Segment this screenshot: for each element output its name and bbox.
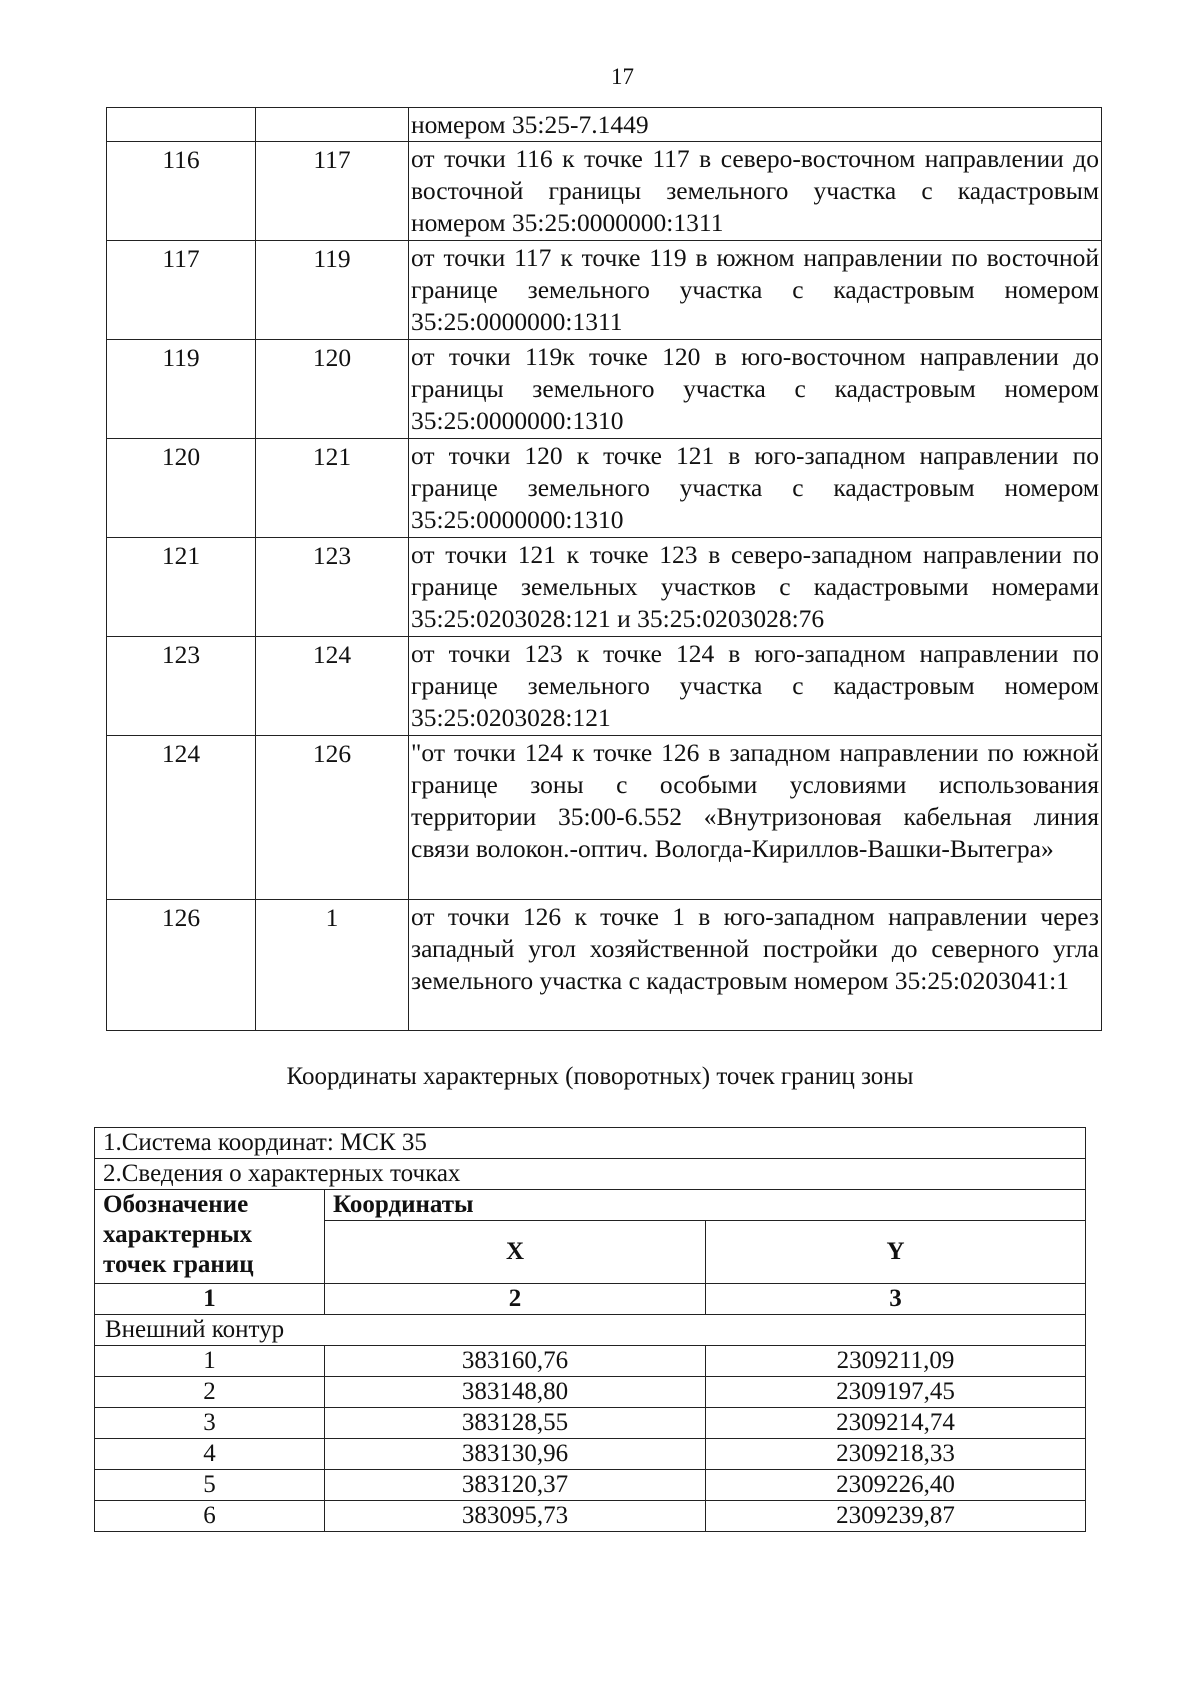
from-point-cell: 116: [107, 142, 256, 241]
x-value: 383095,73: [325, 1501, 706, 1532]
point-id: 3: [95, 1408, 325, 1439]
from-point-cell: 120: [107, 439, 256, 538]
points-info-row: [95, 1159, 1086, 1190]
to-point-cell: 123: [256, 538, 409, 637]
segment-description: от точки 120 к точке 121 в юго-западном направлении по границе земельного участка с кадастровым номером 35:25:0000000:1310: [409, 439, 1102, 538]
to-point-cell: 117: [256, 142, 409, 241]
to-point-cell: 120: [256, 340, 409, 439]
y-value: 2309211,09: [706, 1346, 1086, 1377]
x-value: 383120,37: [325, 1470, 706, 1501]
table-row: [95, 1377, 1086, 1408]
from-point-cell: 123: [107, 637, 256, 736]
to-point-cell: 1: [256, 900, 409, 1031]
to-point-cell: [256, 108, 409, 142]
point-id: 2: [95, 1377, 325, 1408]
x-header: X: [325, 1221, 706, 1284]
table-row: [107, 340, 1102, 439]
table-row: [107, 637, 1102, 736]
y-value: 2309214,74: [706, 1408, 1086, 1439]
table-row: [95, 1501, 1086, 1532]
points-info: 2.Сведения о характерных точках: [95, 1159, 1086, 1190]
y-header: Y: [706, 1221, 1086, 1284]
column-number: 1: [95, 1284, 325, 1315]
segment-description: от точки 126 к точке 1 в юго-западном направлении через западный угол хозяйственной постройки до северного угла земельного участка с кадастровым номером 35:25:0203041:1: [409, 900, 1102, 1031]
to-point-cell: 124: [256, 637, 409, 736]
y-value: 2309197,45: [706, 1377, 1086, 1408]
y-value: 2309218,33: [706, 1439, 1086, 1470]
to-point-cell: 126: [256, 736, 409, 900]
segment-description: от точки 123 к точке 124 в юго-западном направлении по границе земельного участка с кадастровым номером 35:25:0203028:121: [409, 637, 1102, 736]
x-value: 383130,96: [325, 1439, 706, 1470]
table-row: [95, 1408, 1086, 1439]
from-point-cell: 119: [107, 340, 256, 439]
segment-description: от точки 119к точке 120 в юго-восточном направлении до границы земельного участка с кадастровым номером 35:25:0000000:1310: [409, 340, 1102, 439]
table-row: [95, 1470, 1086, 1501]
from-point-cell: 126: [107, 900, 256, 1031]
table-row: [107, 736, 1102, 900]
segment-description: от точки 121 к точке 123 в северо-западном направлении по границе земельных участков с кадастровыми номерами 35:25:0203028:121 и 35:25:0203028:76: [409, 538, 1102, 637]
coordinate-system: 1.Система координат: МСК 35: [95, 1128, 1086, 1159]
column-number-row: [95, 1284, 1086, 1315]
table-row: [95, 1346, 1086, 1377]
x-value: 383128,55: [325, 1408, 706, 1439]
x-value: 383160,76: [325, 1346, 706, 1377]
segment-description: номером 35:25-7.1449: [409, 108, 1102, 142]
page-number: 17: [611, 64, 634, 89]
contour-row: [95, 1315, 1086, 1346]
point-id: 1: [95, 1346, 325, 1377]
from-point-cell: 121: [107, 538, 256, 637]
table-row: [107, 108, 1102, 142]
table-row: [107, 900, 1102, 1031]
table-row: [107, 241, 1102, 340]
system-row: [95, 1128, 1086, 1159]
from-point-cell: 124: [107, 736, 256, 900]
segment-description: от точки 117 к точке 119 в южном направлении по восточной границе земельного участка с кадастровым номером 35:25:0000000:1311: [409, 241, 1102, 340]
table-row: [107, 439, 1102, 538]
table-row: [95, 1439, 1086, 1470]
x-value: 383148,80: [325, 1377, 706, 1408]
coordinates-header: Координаты: [325, 1190, 1086, 1221]
header-row: [95, 1190, 1086, 1221]
designation-header: Обозначение характерных точек границ: [95, 1190, 325, 1284]
from-point-cell: 117: [107, 241, 256, 340]
table-row: [107, 538, 1102, 637]
boundary-description-table: [106, 107, 1102, 1031]
segment-description: "от точки 124 к точке 126 в западном направлении по южной границе зоны с особыми условиями использования территории 35:00-6.552 «Внутризоновая кабельная линия связи волокон.-оптич. Вологда-Кириллов-Вашки-Вытегра»: [409, 736, 1102, 900]
coordinates-table: [94, 1127, 1086, 1532]
point-id: 5: [95, 1470, 325, 1501]
point-id: 6: [95, 1501, 325, 1532]
contour-label: Внешний контур: [95, 1315, 1086, 1346]
to-point-cell: 121: [256, 439, 409, 538]
y-value: 2309226,40: [706, 1470, 1086, 1501]
column-number: 3: [706, 1284, 1086, 1315]
coordinates-heading: Координаты характерных (поворотных) точек границ зоны: [286, 1063, 914, 1090]
table-row: [107, 142, 1102, 241]
point-id: 4: [95, 1439, 325, 1470]
y-value: 2309239,87: [706, 1501, 1086, 1532]
segment-description: от точки 116 к точке 117 в северо-восточном направлении до восточной границы земельного участка с кадастровым номером 35:25:0000000:1311: [409, 142, 1102, 241]
from-point-cell: [107, 108, 256, 142]
to-point-cell: 119: [256, 241, 409, 340]
column-number: 2: [325, 1284, 706, 1315]
